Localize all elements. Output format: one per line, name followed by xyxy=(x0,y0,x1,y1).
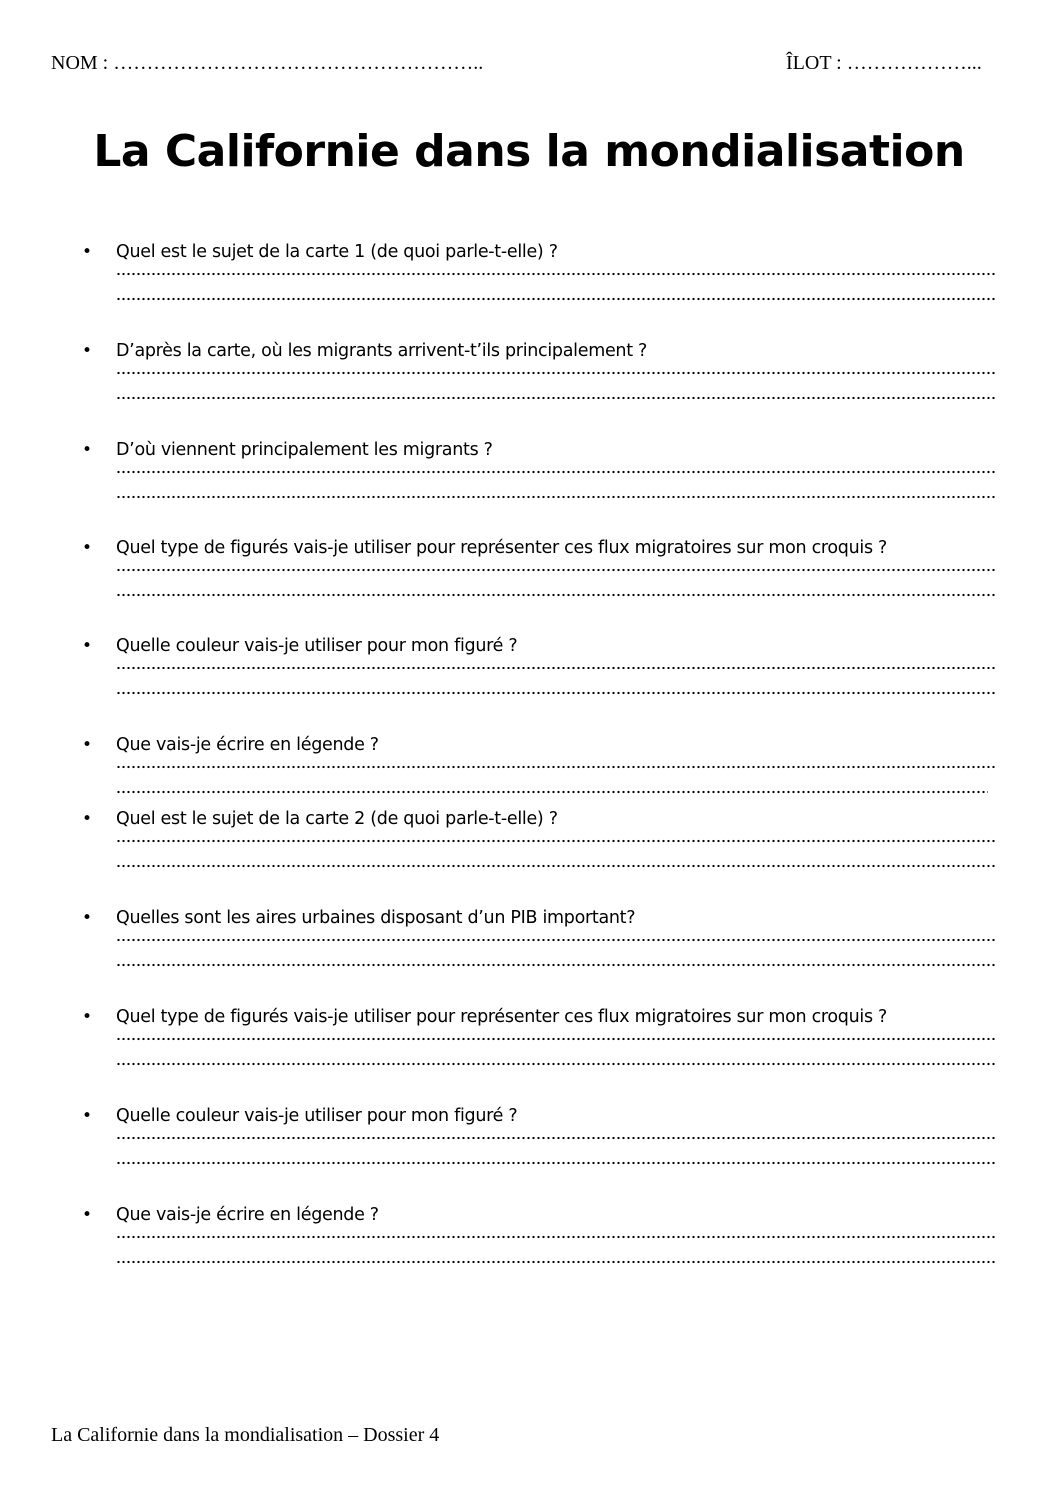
answer-line xyxy=(116,371,996,375)
page-title: La Californie dans la mondialisation xyxy=(93,126,965,177)
question-text: Quelle couleur vais-je utiliser pour mon figuré ? xyxy=(116,636,518,656)
question-item xyxy=(0,537,1058,617)
bullet-icon: • xyxy=(82,1205,93,1225)
bullet-icon: • xyxy=(82,341,93,361)
answer-line xyxy=(116,1136,996,1140)
question-text: Quel type de figurés vais-je utiliser pour représenter ces flux migratoires sur mon croquis ? xyxy=(116,1007,888,1027)
bullet-icon: • xyxy=(82,735,93,755)
question-item xyxy=(0,1006,1058,1086)
question-text: Quel est le sujet de la carte 1 (de quoi parle-t-elle) ? xyxy=(116,242,558,262)
question-text: Quelle couleur vais-je utiliser pour mon figuré ? xyxy=(116,1106,518,1126)
page-footer: La Californie dans la mondialisation – Dossier 4 xyxy=(51,1424,440,1446)
question-text: Quel type de figurés vais-je utiliser pour représenter ces flux migratoires sur mon croquis ? xyxy=(116,538,888,558)
question-item xyxy=(0,439,1058,519)
bullet-icon: • xyxy=(82,636,93,656)
answer-line xyxy=(116,272,996,276)
answer-line xyxy=(116,1260,996,1264)
question-item xyxy=(0,907,1058,987)
bullet-icon: • xyxy=(82,242,93,262)
answer-line xyxy=(116,765,996,769)
question-text: D’après la carte, où les migrants arrivent-t’ils principalement ? xyxy=(116,341,648,361)
question-item xyxy=(0,808,1058,888)
answer-line xyxy=(116,963,996,967)
answer-line xyxy=(116,839,996,843)
answer-line xyxy=(116,396,996,400)
question-text: Quel est le sujet de la carte 2 (de quoi parle-t-elle) ? xyxy=(116,809,558,829)
question-text: Que vais-je écrire en légende ? xyxy=(116,735,379,755)
question-text: Quelles sont les aires urbaines disposant d’un PIB important? xyxy=(116,908,636,928)
bullet-icon: • xyxy=(82,908,93,928)
answer-line xyxy=(116,297,996,301)
answer-line xyxy=(116,1235,996,1239)
answer-line xyxy=(116,938,996,942)
answer-line xyxy=(116,495,996,499)
ilot-field-line: ÎLOT : ………………... xyxy=(786,52,982,74)
question-item xyxy=(0,1105,1058,1185)
bullet-icon: • xyxy=(82,1106,93,1126)
question-text: Que vais-je écrire en légende ? xyxy=(116,1205,379,1225)
answer-line xyxy=(116,790,988,794)
question-item xyxy=(0,635,1058,715)
answer-line xyxy=(116,1062,996,1066)
answer-line xyxy=(116,864,996,868)
question-item xyxy=(0,241,1058,321)
bullet-icon: • xyxy=(82,538,93,558)
answer-line xyxy=(116,470,996,474)
answer-line xyxy=(116,568,996,572)
answer-line xyxy=(116,691,996,695)
answer-line xyxy=(116,1161,996,1165)
question-item xyxy=(0,340,1058,420)
answer-line xyxy=(116,593,996,597)
question-item xyxy=(0,734,1058,814)
nom-field-line: NOM : ……………………………………………….. xyxy=(51,52,484,74)
bullet-icon: • xyxy=(82,1007,93,1027)
bullet-icon: • xyxy=(82,809,93,829)
answer-line xyxy=(116,666,996,670)
answer-line xyxy=(116,1037,996,1041)
bullet-icon: • xyxy=(82,440,93,460)
question-text: D’où viennent principalement les migrants ? xyxy=(116,440,493,460)
question-item xyxy=(0,1204,1058,1284)
